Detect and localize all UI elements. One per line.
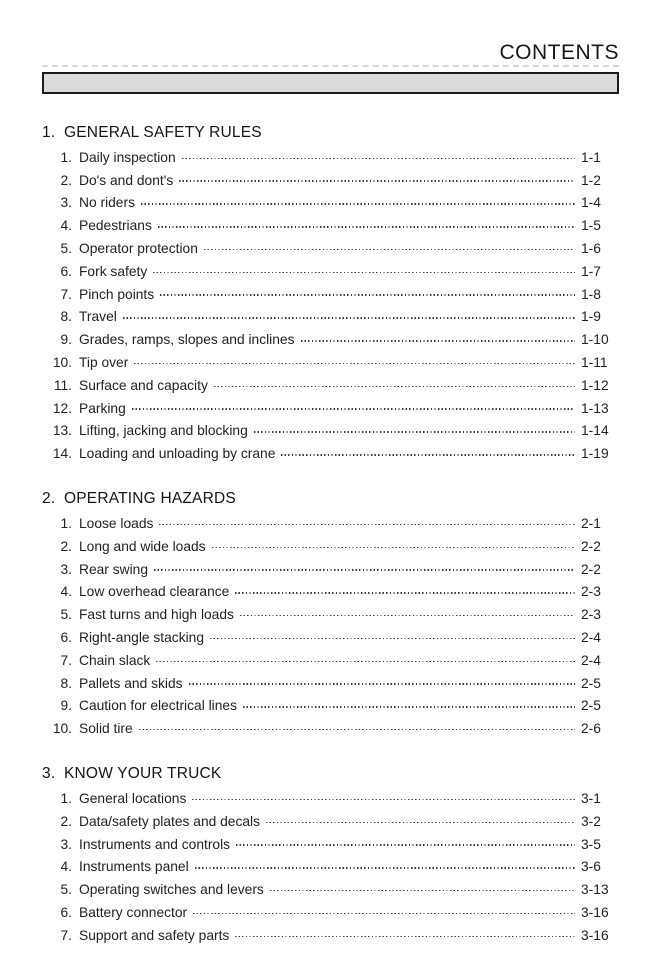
dotted-leader <box>210 638 575 640</box>
dotted-leader <box>235 592 575 594</box>
dotted-leader <box>159 524 575 526</box>
toc-entry <box>42 306 619 329</box>
entry-label: Tip over <box>79 355 129 371</box>
entry-page-number: 3-13 <box>581 882 609 898</box>
entry-label: Instruments and controls <box>79 836 231 852</box>
entry-page-number: 2-3 <box>581 607 601 623</box>
entry-page-number: 1-6 <box>581 241 601 257</box>
entry-number: 1. <box>60 516 72 532</box>
entry-page-number: 3-1 <box>581 791 601 807</box>
entry-page-number: 1-13 <box>581 400 609 416</box>
entry-number: 7. <box>60 286 72 302</box>
dotted-leader <box>156 661 575 663</box>
toc-entry <box>42 558 619 581</box>
entry-page-number: 2-5 <box>581 675 601 691</box>
entry-number: 5. <box>60 241 72 257</box>
entry-number: 5. <box>60 607 72 623</box>
entry-number: 1. <box>60 149 72 165</box>
entry-page-number: 1-1 <box>581 149 601 165</box>
entry-number: 2. <box>60 172 72 188</box>
entry-label: Rear swing <box>79 561 149 577</box>
entry-number: 6. <box>60 630 72 646</box>
entry-number: 6. <box>60 263 72 279</box>
entry-page-number: 1-11 <box>581 355 608 371</box>
toc-entry <box>42 581 619 604</box>
entry-label: Do's and dont's <box>79 172 174 188</box>
toc-entry <box>42 512 619 535</box>
toc-entry <box>42 810 619 833</box>
dotted-leader <box>301 340 576 342</box>
toc-entry <box>42 374 619 397</box>
toc-section <box>42 764 619 947</box>
entry-number: 10. <box>52 721 72 737</box>
toc-entry <box>42 856 619 879</box>
dotted-leader <box>154 569 575 571</box>
toc-section <box>42 123 619 465</box>
toc-entry <box>42 260 619 283</box>
dotted-leader <box>141 203 575 205</box>
section-number: 3. <box>42 765 56 783</box>
dotted-leader <box>281 454 575 456</box>
section-heading <box>42 123 619 142</box>
toc-entry <box>42 787 619 810</box>
section-items <box>42 146 619 465</box>
entry-page-number: 1-8 <box>581 286 601 302</box>
entry-number: 9. <box>60 698 72 714</box>
entry-page-number: 1-14 <box>581 423 609 439</box>
entry-number: 8. <box>60 309 72 325</box>
entry-number: 12. <box>52 400 72 416</box>
entry-label: Surface and capacity <box>79 377 208 393</box>
entry-page-number: 1-10 <box>581 332 609 348</box>
toc-entry <box>42 283 619 306</box>
dotted-leader <box>214 386 575 388</box>
entry-page-number: 2-3 <box>581 584 601 600</box>
dotted-leader <box>235 936 575 938</box>
entry-page-number: 1-4 <box>581 195 601 211</box>
section-number: 1. <box>42 124 56 141</box>
dotted-leader <box>193 913 575 915</box>
entry-page-number: 1-9 <box>581 309 601 325</box>
toc-entry <box>42 695 619 718</box>
entry-label: Operator protection <box>79 241 198 257</box>
toc-entry <box>42 626 619 649</box>
entry-label: Parking <box>79 400 126 416</box>
entry-page-number: 2-4 <box>581 630 601 646</box>
entry-label: Fork safety <box>79 263 148 279</box>
entry-label: Travel <box>79 309 117 325</box>
entry-label: Data/safety plates and decals <box>79 813 261 829</box>
page-header <box>42 0 619 94</box>
dotted-leader <box>270 890 575 892</box>
section-heading <box>42 764 619 783</box>
entry-label: Low overhead clearance <box>79 584 230 600</box>
toc-entry <box>42 649 619 672</box>
header-bar <box>42 72 619 94</box>
toc-entry <box>42 833 619 856</box>
entry-number: 3. <box>60 836 72 852</box>
toc-entry <box>42 328 619 351</box>
entry-label: Battery connector <box>79 905 188 920</box>
section-title: KNOW YOUR TRUCK <box>64 765 222 783</box>
entry-number: 2. <box>60 813 72 829</box>
entry-number: 4. <box>60 218 72 234</box>
entry-number: 10. <box>52 355 72 371</box>
entry-number: 7. <box>60 927 72 943</box>
entry-page-number: 2-6 <box>581 721 601 737</box>
dotted-leader <box>266 822 575 824</box>
entry-page-number: 2-2 <box>581 561 601 577</box>
entry-label: Fast turns and high loads <box>79 607 234 623</box>
entry-number: 9. <box>60 332 72 348</box>
dotted-leader <box>189 683 575 685</box>
entry-page-number: 1-2 <box>581 172 601 188</box>
entry-number: 4. <box>60 584 72 600</box>
entry-number: 3. <box>60 561 72 577</box>
entry-label: Long and wide loads <box>79 538 206 554</box>
dotted-leader <box>254 431 575 433</box>
entry-page-number: 1-19 <box>581 446 609 462</box>
entry-page-number: 3-5 <box>581 836 601 852</box>
toc-entry <box>42 717 619 740</box>
entry-page-number: 2-4 <box>581 652 601 668</box>
toc-entry <box>42 420 619 443</box>
entry-label: No riders <box>79 195 135 211</box>
entry-number: 4. <box>60 859 72 875</box>
dotted-leader <box>123 317 575 319</box>
dotted-leader <box>195 867 575 869</box>
section-title: OPERATING HAZARDS <box>64 490 236 508</box>
dotted-leader <box>236 844 575 846</box>
entry-label: Chain slack <box>79 652 151 668</box>
dotted-leader <box>153 272 575 274</box>
page-title: CONTENTS <box>499 41 619 64</box>
entry-label: Pinch points <box>79 286 155 302</box>
entry-number: 6. <box>60 905 72 920</box>
entry-page-number: 3-6 <box>581 859 601 875</box>
section-items <box>42 512 619 740</box>
dotted-leader <box>134 363 575 365</box>
dotted-leader <box>212 547 575 549</box>
dotted-leader <box>139 729 575 731</box>
entry-label: Pallets and skids <box>79 675 183 691</box>
dotted-leader <box>243 706 575 708</box>
entry-page-number: 3-2 <box>581 813 601 829</box>
entry-label: Loading and unloading by crane <box>79 446 276 462</box>
entry-number: 2. <box>60 538 72 554</box>
section-items <box>42 787 619 947</box>
entry-label: Support and safety parts <box>79 927 230 943</box>
header-dashed-divider <box>42 65 619 67</box>
entry-number: 8. <box>60 675 72 691</box>
dotted-leader <box>182 158 575 160</box>
toc-entry <box>42 535 619 558</box>
toc-entry <box>42 192 619 215</box>
entry-page-number: 3-16 <box>581 905 609 920</box>
toc-entry <box>42 672 619 695</box>
entry-label: Operating switches and levers <box>79 882 264 898</box>
entry-number: 5. <box>60 882 72 898</box>
dotted-leader <box>158 226 575 228</box>
entry-number: 13. <box>52 423 72 439</box>
entry-label: Grades, ramps, slopes and inclines <box>79 332 295 348</box>
toc-sections <box>42 123 619 947</box>
toc-entry <box>42 603 619 626</box>
toc-entry <box>42 214 619 237</box>
entry-page-number: 1-5 <box>581 218 601 234</box>
entry-label: Pedestrians <box>79 218 152 234</box>
section-number: 2. <box>42 490 56 508</box>
entry-label: Lifting, jacking and blocking <box>79 423 248 439</box>
dotted-leader <box>240 615 575 617</box>
entry-label: Instruments panel <box>79 859 189 875</box>
toc-entry <box>42 924 619 947</box>
entry-page-number: 1-7 <box>581 263 601 279</box>
entry-label: General locations <box>79 791 187 807</box>
toc-section <box>42 489 619 740</box>
dotted-leader <box>192 799 575 801</box>
toc-entry <box>42 237 619 260</box>
entry-page-number: 2-2 <box>581 538 601 554</box>
toc-entry <box>42 901 619 924</box>
toc-entry <box>42 442 619 465</box>
toc-entry <box>42 169 619 192</box>
entry-number: 1. <box>60 791 72 807</box>
entry-label: Solid tire <box>79 721 133 737</box>
toc-entry <box>42 351 619 374</box>
entry-page-number: 2-5 <box>581 698 601 714</box>
entry-label: Right-angle stacking <box>79 630 205 646</box>
entry-page-number: 2-1 <box>581 516 601 532</box>
toc-entry <box>42 397 619 420</box>
dotted-leader <box>204 249 575 251</box>
toc-entry <box>42 878 619 901</box>
entry-number: 3. <box>60 195 72 211</box>
section-title: GENERAL SAFETY RULES <box>64 124 262 141</box>
entry-label: Daily inspection <box>79 149 176 165</box>
entry-page-number: 3-16 <box>581 927 609 943</box>
entry-label: Caution for electrical lines <box>79 698 237 714</box>
entry-number: 7. <box>60 652 72 668</box>
entry-number: 11. <box>53 377 72 393</box>
entry-page-number: 1-12 <box>581 377 609 393</box>
dotted-leader <box>179 180 575 182</box>
dotted-leader <box>160 294 575 296</box>
toc-entry <box>42 146 619 169</box>
entry-label: Loose loads <box>79 516 154 532</box>
section-heading <box>42 489 619 508</box>
entry-number: 14. <box>52 446 72 462</box>
dotted-leader <box>132 408 575 410</box>
